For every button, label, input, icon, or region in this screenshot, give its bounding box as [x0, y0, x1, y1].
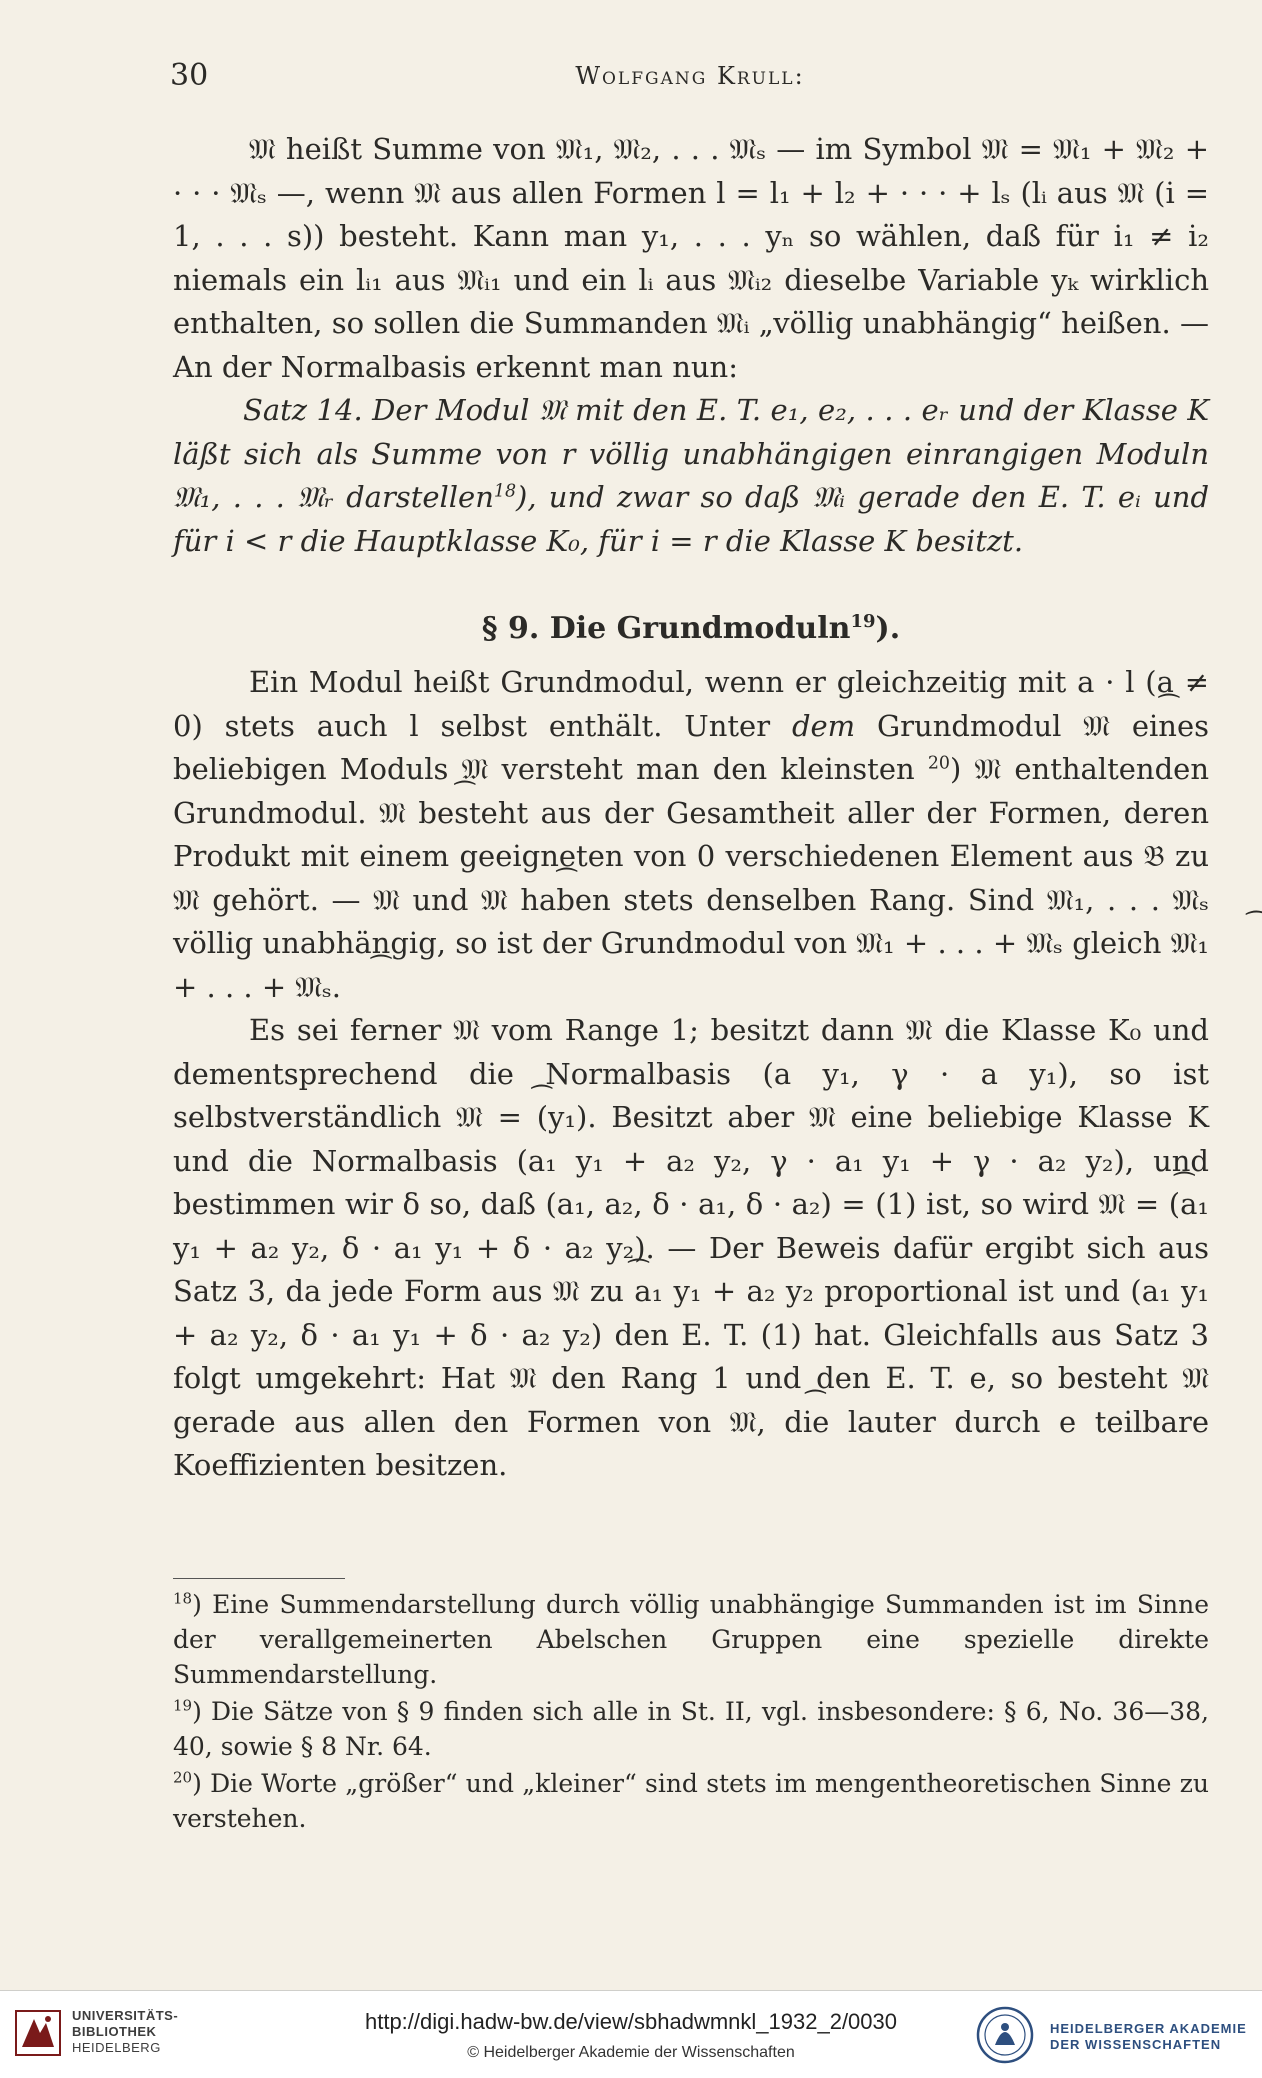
- text-run: = (y₁). Besitzt aber 𝔐 eine beliebige Klasse K und die Normalbasis (a₁ y₁ + a₂ y₂, γ · a₁ y₁ + γ · a₂ y₂), und bestimmen wir δ so, daß (a₁, a₂, δ · a₁, δ · a₂) = (1) ist, so wird: [173, 1100, 1209, 1221]
- library-name-line: HEIDELBERG: [72, 2040, 161, 2055]
- frak-m-tilde: ⁀ 𝔐: [1099, 1187, 1126, 1221]
- paragraph-rank-one: [173, 1009, 1209, 1488]
- theorem-14: [173, 389, 1209, 563]
- frak-m-tilde: ⁀ 𝔐: [1083, 709, 1110, 743]
- footnote-ref-18: 18: [493, 481, 517, 502]
- footnote-divider: [173, 1578, 345, 1579]
- section-title: § 9. Die Grundmoduln: [481, 611, 851, 646]
- text-run: ) 𝔐 enthaltenden Grundmodul.: [173, 752, 1209, 830]
- frak-m-tilde: ⁀ 𝔐: [553, 1274, 580, 1308]
- paragraph-grundmodul: [173, 661, 1209, 1009]
- text-emphasis: dem: [791, 708, 856, 743]
- academy-name-line: HEIDELBERGER AKADEMIE: [1050, 2021, 1247, 2036]
- page-header: [170, 58, 1210, 98]
- footnote-text: ) Die Worte „größer“ und „kleiner“ sind stets im mengentheoretischen Sinne zu verstehen.: [173, 1769, 1209, 1833]
- footnote-number: 18: [173, 1589, 193, 1608]
- copyright-notice: © Heidelberger Akademie der Wissenschaften: [467, 2044, 795, 2061]
- footnote-18: [173, 1587, 1209, 1692]
- running-head: Wolfgang Krull:: [575, 62, 805, 90]
- theorem-14-text: Satz 14. Der Modul 𝔐 mit den E. T. e₁, e₂, . . . eᵣ und der Klasse K läßt sich als Summe von r völlig unabhängigen einrangigen Moduln 𝔐₁, . . . 𝔐ᵣ darstellen: [173, 393, 1209, 514]
- frak-m-tilde: ⁀ 𝔐: [379, 796, 406, 830]
- text-run: + . . . +: [173, 969, 296, 1004]
- frak-ms-tilde: ⁀ 𝔐ₛ: [295, 970, 331, 1004]
- text-run: , die lauter durch e teilbare Koeffizienten besitzen.: [173, 1404, 1209, 1482]
- footnote-19: [173, 1694, 1209, 1764]
- footnote-20: [173, 1766, 1209, 1836]
- text-run: Ein Modul heißt Grundmodul, wenn er gleichzeitig mit a · l (a ≠ 0) stets auch l selbst enthält. Unter: [173, 665, 1209, 743]
- section-close: ).: [875, 611, 901, 646]
- footnote-ref-20: 20: [927, 753, 950, 774]
- frak-m-tilde: ⁀ 𝔐: [456, 1100, 483, 1134]
- academy-seal-icon[interactable]: [975, 2005, 1035, 2065]
- text-run: haben stets denselben Rang. Sind 𝔐₁, . . . 𝔐ₛ völlig unabhängig, so ist der Grundmodul von 𝔐₁ + . . . + 𝔐ₛ gleich: [173, 882, 1209, 960]
- section-heading: [173, 597, 1209, 661]
- text-run: Grundmodul: [855, 708, 1084, 743]
- text-run: eines beliebigen Moduls 𝔐 versteht man den kleinsten: [173, 708, 1209, 786]
- footnote-text: ) Eine Summendarstellung durch völlig unabhängige Summanden ist im Sinne der verallgemeinerten Abelschen Gruppen eine spezielle direkte Summendarstellung.: [173, 1590, 1209, 1689]
- footnote-number: 19: [173, 1696, 193, 1715]
- text-run: .: [331, 969, 342, 1004]
- academy-name[interactable]: [1050, 2021, 1247, 2053]
- frak-m1-tilde: ⁀ 𝔐₁: [1171, 926, 1209, 960]
- text-run: Es sei ferner 𝔐 vom Range 1; besitzt dann 𝔐 die Klasse K₀ und dementsprechend die Normalbasis (a y₁, γ · a y₁), so ist selbstverständlich: [173, 1013, 1209, 1134]
- page-body: [173, 128, 1209, 1488]
- footnote-text: ) Die Sätze von § 9 finden sich alle in St. II, vgl. insbesondere: § 6, No. 36—38, 40, sowie § 8 Nr. 64.: [173, 1697, 1209, 1761]
- footnotes: [173, 1578, 1209, 1836]
- document-url-link[interactable]: http://digi.hadw-bw.de/view/sbhadwmnkl_1932_2/0030: [364, 2009, 898, 2034]
- theorem-14-text-end: ), und zwar so daß 𝔐ᵢ gerade den E. T. eᵢ und für i < r die Hauptklasse K₀, für i = r die Klasse K besitzt.: [173, 480, 1210, 558]
- frak-m-tilde: ⁀ 𝔐: [481, 883, 508, 917]
- text-run: = (a₁ y₁ + a₂ y₂, δ · a₁ y₁ + δ · a₂ y₂). — Der Beweis dafür ergibt sich aus Satz 3, da jede Form aus: [173, 1187, 1209, 1308]
- footnote-ref-19: 19: [850, 611, 876, 632]
- page-number: 30: [170, 58, 209, 93]
- paragraph-sum-definition: 𝔐 heißt Summe von 𝔐₁, 𝔐₂, . . . 𝔐ₛ — im Symbol 𝔐 = 𝔐₁ + 𝔐₂ + · · · 𝔐ₛ —, wenn 𝔐 aus allen Formen l = l₁ + l₂ + · · · + lₛ (lᵢ aus 𝔐 (i = 1, . . . s)) besteht. Kann man y₁, . . . yₙ so wählen, daß für i₁ ≠ i₂ niemals ein lᵢ₁ aus 𝔐ᵢ₁ und ein lᵢ aus 𝔐ᵢ₂ dieselbe Variable yₖ wirklich enthalten, so sollen die Summanden 𝔐ᵢ „völlig unabhängig“ heißen. — An der Normalbasis erkennt man nun:: [173, 132, 1209, 384]
- frak-m-tilde: ⁀ 𝔐: [730, 1405, 757, 1439]
- library-name-line: BIBLIOTHEK: [72, 2024, 157, 2039]
- text-run: besteht aus der Gesamtheit aller der Formen, deren Produkt mit einem geeigneten von 0 verschiedenen Element aus 𝔅 zu 𝔐 gehört. — 𝔐 und: [173, 795, 1210, 917]
- library-name-line: UNIVERSITÄTS-: [72, 2008, 179, 2023]
- text-run: zu a₁ y₁ + a₂ y₂ proportional ist und (a₁ y₁ + a₂ y₂, δ · a₁ y₁ + δ · a₂ y₂) den E. T. (1) hat. Gleichfalls aus Satz 3 folgt umgekehrt: Hat 𝔐 den Rang 1 und den E. T. e, so besteht 𝔐 gerade aus allen den Formen von: [173, 1274, 1210, 1439]
- footnote-number: 20: [173, 1768, 193, 1787]
- viewer-footer: [0, 1990, 1262, 2078]
- academy-name-line: DER WISSENSCHAFTEN: [1050, 2037, 1222, 2052]
